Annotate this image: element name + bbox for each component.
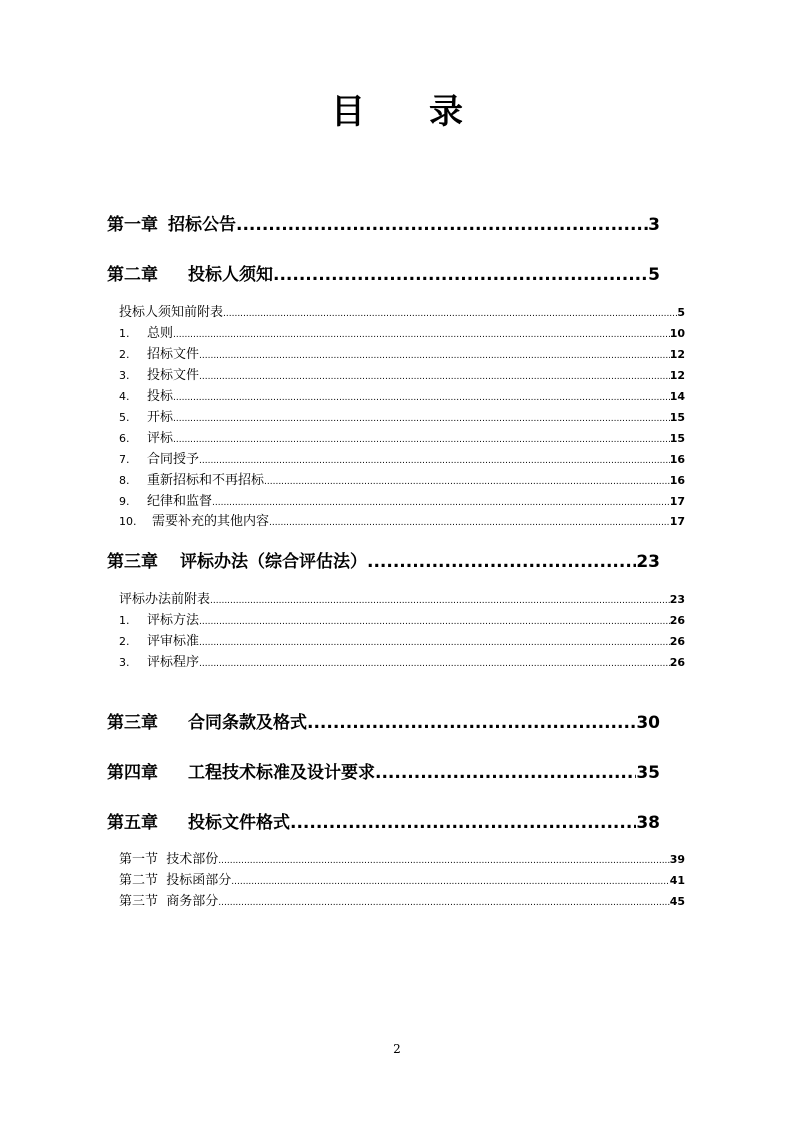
entry-number: 9. — [119, 495, 130, 508]
entry-title: 第一节 技术部份 — [119, 852, 219, 867]
toc-entry[interactable] — [119, 510, 685, 527]
entry-title: 投标 — [147, 389, 174, 404]
chapter-number: 第一章 — [107, 215, 158, 235]
page-footer-number: 2 — [393, 1042, 401, 1056]
leader-dots — [264, 477, 670, 487]
toc-chapter-2[interactable] — [107, 260, 660, 285]
page-number: 10 — [669, 327, 685, 340]
leader-dots — [173, 330, 670, 340]
leader-dots — [367, 552, 636, 572]
entry-title: 投标文件 — [147, 368, 200, 383]
entry-number: 3. — [119, 656, 130, 669]
page-number: 30 — [636, 713, 660, 733]
page-number: 23 — [636, 552, 660, 572]
page-number: 38 — [636, 813, 660, 833]
chapter-number: 第三章 — [107, 713, 158, 733]
leader-dots — [273, 265, 648, 285]
entry-number: 5. — [119, 411, 130, 424]
leader-dots — [199, 351, 670, 361]
toc-entry[interactable] — [119, 588, 685, 605]
chapter-title: 评标办法（综合评估法） — [180, 552, 367, 572]
entry-title: 评审标准 — [147, 634, 200, 649]
page-number: 12 — [669, 348, 685, 361]
entry-title: 总则 — [147, 326, 174, 341]
entry-title: 评标办法前附表 — [119, 592, 211, 607]
leader-dots — [199, 456, 670, 466]
entry-number: 1. — [119, 614, 130, 627]
entry-title: 第二节 投标函部分 — [119, 873, 232, 888]
leader-dots — [290, 813, 636, 833]
chapter-number: 第二章 — [107, 265, 158, 285]
entry-number: 10. — [119, 515, 137, 528]
toc-chapter-1[interactable] — [107, 210, 660, 235]
entry-title: 合同授予 — [147, 452, 200, 467]
title-char-2: 录 — [429, 92, 463, 132]
toc-chapter-3[interactable] — [107, 547, 660, 572]
leader-dots — [210, 596, 670, 606]
toc-entry[interactable] — [119, 427, 685, 444]
toc-entry[interactable] — [119, 890, 685, 907]
leader-dots — [173, 414, 670, 424]
leader-dots — [199, 659, 670, 669]
leader-dots — [269, 518, 670, 528]
leader-dots — [307, 713, 636, 733]
toc-chapter-4[interactable] — [107, 758, 660, 783]
toc-entry[interactable] — [119, 322, 685, 339]
leader-dots — [375, 763, 636, 783]
page-number: 5 — [648, 265, 660, 285]
page-number: 26 — [669, 656, 685, 669]
page-number: 15 — [669, 411, 685, 424]
entry-number: 7. — [119, 453, 130, 466]
toc-entry[interactable] — [119, 490, 685, 507]
chapter-title: 投标文件格式 — [188, 813, 290, 833]
page-number: 26 — [669, 614, 685, 627]
leader-dots — [218, 898, 669, 908]
page-number: 41 — [669, 874, 685, 887]
toc-chapter-5[interactable] — [107, 808, 660, 833]
toc-entry[interactable] — [119, 343, 685, 360]
page-number: 17 — [669, 515, 685, 528]
entry-number: 2. — [119, 635, 130, 648]
entry-title: 纪律和监督 — [147, 494, 213, 509]
entry-number: 4. — [119, 390, 130, 403]
page-number: 17 — [669, 495, 685, 508]
leader-dots — [236, 215, 648, 235]
leader-dots — [212, 498, 670, 508]
toc-entry[interactable] — [119, 406, 685, 423]
page-number: 16 — [669, 474, 685, 487]
toc-entry[interactable] — [119, 469, 685, 486]
leader-dots — [199, 372, 670, 382]
entry-number: 8. — [119, 474, 130, 487]
entry-title: 招标文件 — [147, 347, 200, 362]
leader-dots — [173, 435, 670, 445]
entry-title: 重新招标和不再招标 — [147, 473, 265, 488]
page-number: 15 — [669, 432, 685, 445]
entry-title: 评标方法 — [147, 613, 200, 628]
leader-dots — [199, 617, 670, 627]
entry-title: 第三节 商务部分 — [119, 894, 219, 909]
leader-dots — [223, 309, 677, 319]
toc-chapter-3-contract[interactable] — [107, 708, 660, 733]
chapter-title: 投标人须知 — [188, 265, 273, 285]
page-number: 3 — [648, 215, 660, 235]
chapter-title: 招标公告 — [168, 215, 236, 235]
page-number: 26 — [669, 635, 685, 648]
toc-entry[interactable] — [119, 609, 685, 626]
toc-entry[interactable] — [119, 630, 685, 647]
toc-entry[interactable] — [119, 651, 685, 668]
toc-entry[interactable] — [119, 301, 685, 318]
toc-entry[interactable] — [119, 848, 685, 865]
entry-number: 6. — [119, 432, 130, 445]
page-number: 23 — [669, 593, 685, 606]
chapter-number: 第四章 — [107, 763, 158, 783]
page-number: 45 — [669, 895, 685, 908]
entry-title: 评标 — [147, 431, 174, 446]
page-number: 39 — [669, 853, 685, 866]
leader-dots — [231, 877, 669, 887]
entry-number: 2. — [119, 348, 130, 361]
toc-entry[interactable] — [119, 364, 685, 381]
page-number: 14 — [669, 390, 685, 403]
entry-title: 投标人须知前附表 — [119, 305, 224, 320]
toc-entry[interactable] — [119, 448, 685, 465]
page-number: 16 — [669, 453, 685, 466]
toc-entry[interactable] — [119, 869, 685, 886]
title-char-1: 目 — [331, 92, 365, 132]
leader-dots — [199, 638, 670, 648]
entry-title: 评标程序 — [147, 655, 200, 670]
page-number: 12 — [669, 369, 685, 382]
chapter-number: 第五章 — [107, 813, 158, 833]
page-number: 5 — [677, 306, 685, 319]
leader-dots — [218, 856, 669, 866]
leader-dots — [173, 393, 670, 403]
entry-title: 需要补充的其他内容 — [152, 514, 270, 529]
page-title — [0, 84, 794, 133]
page-number: 35 — [636, 763, 660, 783]
entry-number: 3. — [119, 369, 130, 382]
entry-number: 1. — [119, 327, 130, 340]
chapter-title: 合同条款及格式 — [188, 713, 307, 733]
chapter-number: 第三章 — [107, 552, 158, 572]
chapter-title: 工程技术标准及设计要求 — [188, 763, 375, 783]
toc-entry[interactable] — [119, 385, 685, 402]
entry-title: 开标 — [147, 410, 174, 425]
